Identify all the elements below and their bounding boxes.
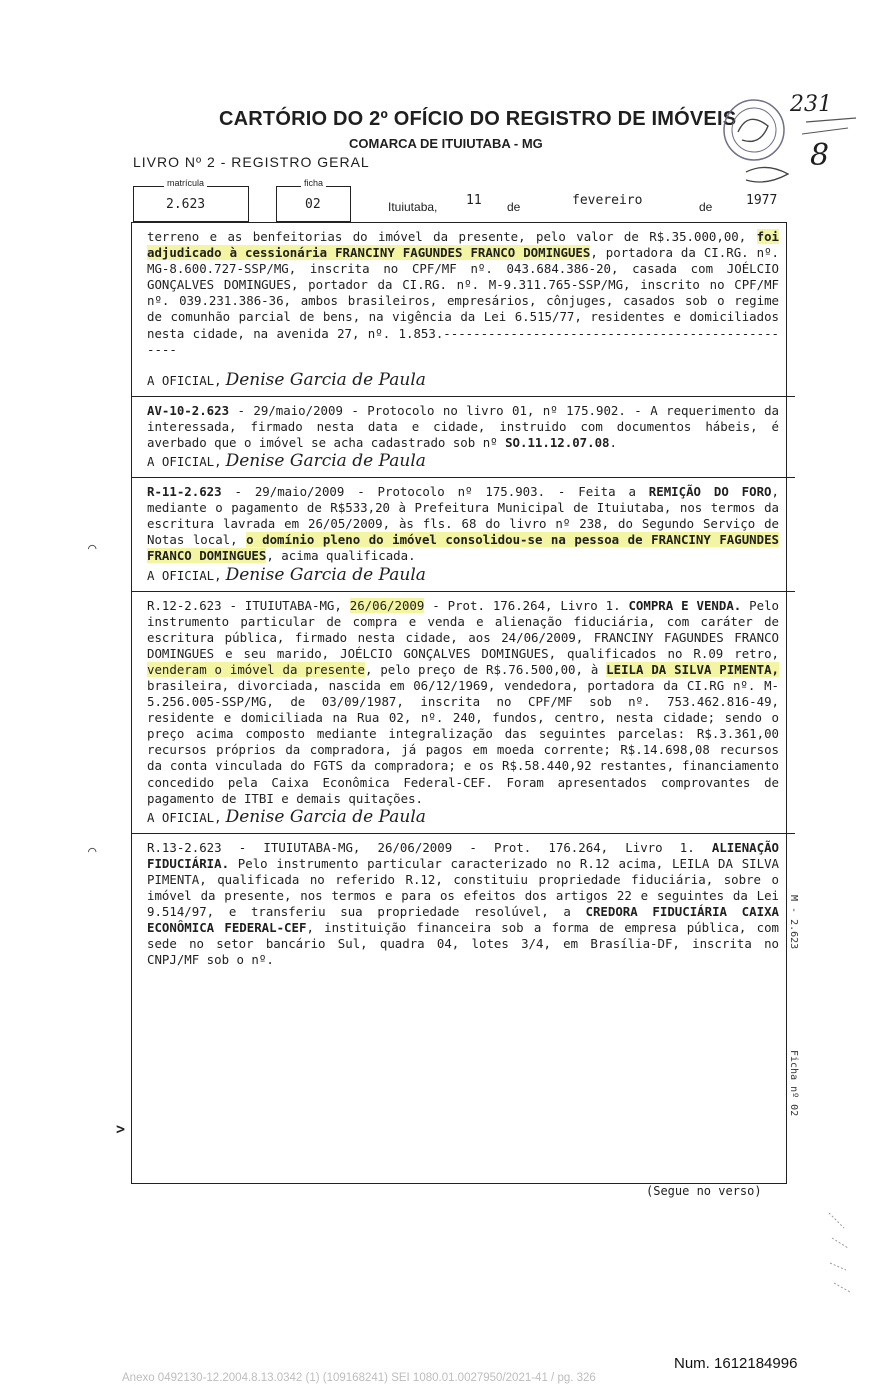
entry-continuation: terreno e as benfeitorias do imóvel da presente, pelo valor de R$.35.000,00, foi adjudicado à cessionária FRANCINY FAGUNDES FRANCO DOMINGUES, portadora da CI.RG. nº. MG-8.600.727-SSP/MG, inscrita no CPF/MF nº. 043.684.386-20, casada com JOÉLCIO GONÇALVES DOMINGUES, portador da CI.RG. nº. M-9.311.765-SSP/MG, inscrito no CPF/MF nº. 039.231.386-36, ambos brasileiros, empresários, cônjuges, casados sob o regime de comunhão parcial de bens, na vigência da Lei 6.515/77, residentes e domiciliados nesta cidade, na avenida 27, nº. 1.853.------------------------------------------------- xyxy=(147,229,779,357)
side-matricula: M - 2.623 xyxy=(788,895,799,950)
buyer-highlight: LEILA DA SILVA PIMENTA, xyxy=(606,661,779,677)
entry-divider xyxy=(131,833,795,834)
date-highlight: 26/06/2009 xyxy=(349,597,425,613)
entry-r11: R-11-2.623 - 29/maio/2009 - Protocolo nº 175.903. - Feita a REMIÇÃO DO FORO, mediante o pagamento de R$533,20 à Prefeitura Municipal de Ituiutaba, nos termos da escritura lavrada em 26/05/2009, às fls. 68 do livro nº 238, do Segundo Serviço de Notas local, o domínio pleno do imóvel consolidou-se na pessoa de FRANCINY FAGUNDES FRANCO DOMINGUES, acima qualificada. xyxy=(147,484,780,564)
margin-tick: ⌒ xyxy=(88,540,97,556)
ficha-value: 02 xyxy=(305,197,321,212)
document-number: Num. 1612184996 xyxy=(674,1355,798,1372)
matricula-value: 2.623 xyxy=(166,197,206,212)
registry-subtitle: COMARCA DE ITUIUTABA - MG xyxy=(349,136,543,151)
adjudication-highlight: foi adjudicado à cessionária FRANCINY FAGUNDES FRANCO DOMINGUES xyxy=(147,229,779,261)
livro-label: LIVRO Nº 2 - REGISTRO GERAL xyxy=(133,154,370,170)
continue-note: (Segue no verso) xyxy=(646,1184,762,1198)
margin-scribble xyxy=(824,1208,854,1298)
month-value: fevereiro xyxy=(572,193,643,208)
registry-content xyxy=(147,229,779,968)
year-value: 1977 xyxy=(746,193,778,208)
signature-label: A OFICIAL, xyxy=(147,372,222,388)
day-value: 11 xyxy=(466,193,482,208)
entry-divider xyxy=(131,477,795,478)
signature-2: A OFICIAL, Denise Garcia de Paula xyxy=(147,451,426,472)
side-ficha: Ficha nº 02 xyxy=(788,1050,799,1117)
ficha-box xyxy=(276,178,351,222)
signature-3: A OFICIAL, Denise Garcia de Paula xyxy=(147,564,426,585)
matricula-box xyxy=(133,178,249,222)
entry-divider xyxy=(131,591,795,592)
handwritten-number: 231 xyxy=(790,92,832,117)
venderam-highlight: venderam o imóvel da presente xyxy=(147,661,365,677)
handwritten-mark: 8 xyxy=(810,138,830,173)
margin-arrow: > xyxy=(116,1120,126,1138)
de-label-2: de xyxy=(699,200,713,214)
entry-divider xyxy=(131,396,795,397)
footer-reference: Anexo 0492130-12.2004.8.13.0342 (1) (109168241) SEI 1080.01.0027950/2021-41 / pg. 326 xyxy=(122,1372,596,1384)
dominio-highlight: o domínio pleno do imóvel consolidou-se na pessoa de FRANCINY FAGUNDES FRANCO DOMINGUES xyxy=(147,532,780,564)
registry-title: CARTÓRIO DO 2º OFÍCIO DO REGISTRO DE IMÓVEIS xyxy=(219,108,737,130)
ficha-label: ficha xyxy=(301,178,326,188)
de-label-1: de xyxy=(507,200,521,214)
entry-r13: R.13-2.623 - ITUIUTABA-MG, 26/06/2009 - Prot. 176.264, Livro 1. ALIENAÇÃO FIDUCIÁRIA. Pelo instrumento particular caracterizado no R.12 acima, LEILA DA SILVA PIMENTA, qualificada no referido R.12, constituiu propriedade fiduciária, sobre o imóvel da presente, nos termos e para os efeitos dos artigos 22 e seguintes da Lei 9.514/97, e transferiu sua propriedade resolúvel, a CREDORA FIDUCIÁRIA CAIXA ECONÔMICA FEDERAL-CEF, instituição financeira sob a forma de empresa pública, com sede no setor bancário Sul, quadra 04, lotes 3/4, em Brasília-DF, inscrita no CNPJ/MF sob o nº. xyxy=(147,839,780,968)
entry-av10: AV-10-2.623 - 29/maio/2009 - Protocolo no livro 01, nº 175.902. - A requerimento da interessada, firmado nesta data e cidade, instruido com documentos hábeis, é averbado que o imóvel se acha cadastrado sob nº SO.11.12.07.08. xyxy=(147,402,779,450)
dash-line: ------------------------------------------------- xyxy=(147,325,779,357)
signature-1 xyxy=(147,369,779,390)
margin-tick: ⌒ xyxy=(88,843,97,859)
matricula-label: matrícula xyxy=(164,178,207,188)
signature-name: Denise Garcia de Paula xyxy=(225,369,426,390)
entry-r12: R.12-2.623 - ITUIUTABA-MG, 26/06/2009 - Prot. 176.264, Livro 1. COMPRA E VENDA. Pelo instrumento particular de compra e venda e alienação fiduciária, com caráter de escritura pública, firmado nesta cidade, aos 24/06/2009, FRANCINY FAGUNDES FRANCO DOMINGUES e seu marido, JOÉLCIO GONÇALVES DOMINGUES, qualificados no R.09 retro, venderam o imóvel da presente, pelo preço de R$.76.500,00, à LEILA DA SILVA PIMENTA, brasileira, divorciada, nascida em 06/12/1969, vendedora, portadora da CI.RG nº. M-5.256.005-SSP/MG, de 03/09/1987, inscrita no CPF/MF sob nº. 753.462.816-49, residente e domiciliada na Rua 02, nº. 240, fundos, centro, nesta cidade; sendo o preço acima composto mediante integralização das seguintes parcelas: R$.3.361,00 recursos próprios da compradora, já pagos em moeda corrente; R$.14.698,08 recursos da conta vinculada do FGTS da compradora; e os R$.58.440,92 restantes, financiamento concedido pela Caixa Econômica Federal-CEF. Foram apresentados comprovantes de pagamento de ITBI e demais quitações. xyxy=(147,597,779,806)
signature-4: A OFICIAL, Denise Garcia de Paula xyxy=(147,806,426,827)
city-label: Ituiutaba, xyxy=(388,200,438,214)
